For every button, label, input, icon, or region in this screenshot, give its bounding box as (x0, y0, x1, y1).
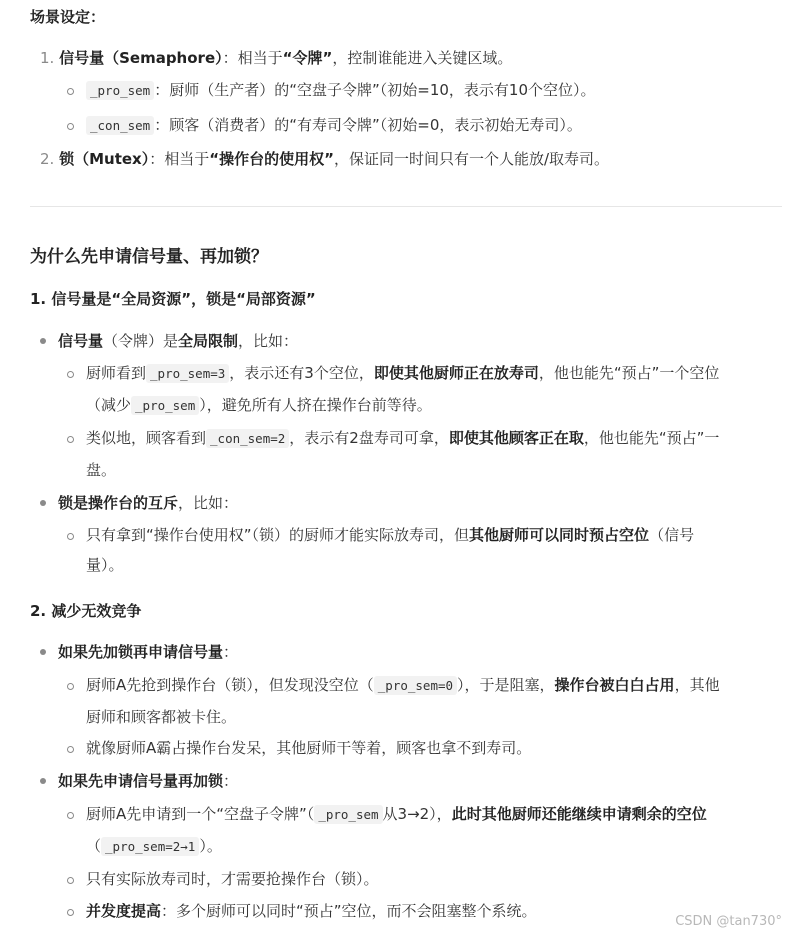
bullet-disc (40, 500, 46, 506)
list-item-continued (86, 395, 432, 416)
text: （ (86, 837, 102, 855)
text: ：厨师（生产者）的“空盘子令牌”（初始=10，表示有10个空位）。 (154, 81, 596, 99)
list-item (40, 48, 512, 68)
text: 并发度提高 (86, 902, 162, 920)
bullet-circle (67, 436, 74, 443)
text: 全局限制 (178, 332, 239, 350)
text: ，其他 (674, 676, 720, 694)
list-item: 就像厨师A霸占操作台发呆，其他厨师干等着，顾客也拿不到寿司。 (86, 739, 532, 757)
list-number: 1. (40, 49, 55, 67)
text: ：顾客（消费者）的“有寿司令牌”（初始=0，表示初始无寿司）。 (154, 116, 582, 134)
text: ，表示还有3个空位， (229, 364, 374, 382)
text: ），于是阻塞， (457, 676, 555, 694)
bullet-circle (67, 909, 74, 916)
token-term: “令牌” (282, 49, 333, 67)
text: ，他也能先“预占”一 (583, 429, 720, 447)
list-item (86, 675, 720, 696)
list-item (58, 771, 238, 791)
text: （信号 (649, 526, 695, 544)
text: 厨师A先申请到一个“空盘子令牌”（ (86, 805, 315, 823)
list-item (58, 331, 298, 351)
bullet-circle (67, 746, 74, 753)
text: ：相当于 (222, 49, 283, 67)
text: ： (223, 772, 239, 790)
text: 锁是操作台的互斥 (58, 494, 179, 512)
text: 类似地，顾客看到 (86, 429, 207, 447)
bullet-circle (67, 812, 74, 819)
bullet-circle (67, 877, 74, 884)
text: ，保证同一时间只有一个人能放/取寿司。 (333, 150, 610, 168)
bullet-disc (40, 338, 46, 344)
bullet-circle (67, 371, 74, 378)
csdn-watermark: CSDN @tan730° (675, 914, 782, 929)
text: ：相当于 (149, 150, 210, 168)
code-inline: _pro_sem=3 (146, 364, 229, 383)
code-pro-sem: _pro_sem (86, 81, 154, 100)
text: ），避免所有人挤在操作台前等待。 (199, 396, 432, 414)
text: ，控制谁能进入关键区域。 (332, 49, 513, 67)
text: 如果先加锁再申请信号量 (58, 643, 224, 661)
subsection-title-1: 1. 信号量是“全局资源”，锁是“局部资源” (30, 290, 316, 308)
text: 即使其他厨师正在放寿司 (373, 364, 539, 382)
usage-right-term: “操作台的使用权” (209, 150, 334, 168)
list-item-continued (86, 836, 222, 857)
bullet-circle (67, 88, 74, 95)
text: 从3→2）， (382, 805, 452, 823)
text: 其他厨师可以同时预占空位 (469, 526, 650, 544)
list-item (86, 901, 537, 921)
list-item: 只有实际放寿司时，才需要抢操作台（锁）。 (86, 870, 379, 888)
text: ，比如： (178, 494, 239, 512)
semaphore-term: 信号量（Semaphore） (59, 49, 223, 67)
list-item-continued: 盘。 (86, 461, 117, 479)
bullet-circle (67, 533, 74, 540)
divider (30, 206, 782, 207)
text: ，表示有2盘寿司可拿， (289, 429, 449, 447)
text: ： (223, 643, 239, 661)
subsection-title-2: 2. 减少无效竞争 (30, 602, 142, 620)
text: ）。 (199, 837, 222, 855)
list-item (40, 149, 609, 169)
list-item (86, 804, 707, 825)
text: 信号量 (58, 332, 104, 350)
text: （令牌）是 (103, 332, 179, 350)
list-item-continued: 量）。 (86, 556, 124, 574)
list-item (86, 525, 694, 545)
code-inline: _pro_sem=0 (374, 676, 457, 695)
list-item (86, 80, 596, 101)
list-item (58, 642, 238, 662)
text: 只有拿到“操作台使用权”（锁）的厨师才能实际放寿司，但 (86, 526, 470, 544)
list-item (86, 428, 719, 449)
list-item (58, 493, 238, 513)
list-number: 2. (40, 150, 55, 168)
section-title-scene: 场景设定： (30, 8, 106, 26)
text: 厨师A先抢到操作台（锁），但发现没空位（ (86, 676, 374, 694)
list-item (86, 363, 719, 384)
code-inline: _pro_sem (131, 396, 199, 415)
code-con-sem: _con_sem (86, 116, 154, 135)
bullet-disc (40, 649, 46, 655)
text: 此时其他厨师还能继续申请剩余的空位 (451, 805, 707, 823)
mutex-term: 锁（Mutex） (59, 150, 150, 168)
text: ：多个厨师可以同时“预占”空位，而不会阻塞整个系统。 (161, 902, 537, 920)
text: 即使其他顾客正在取 (448, 429, 584, 447)
bullet-circle (67, 123, 74, 130)
text: ，他也能先“预占”一个空位 (538, 364, 720, 382)
text: 操作台被白白占用 (554, 676, 675, 694)
list-item (86, 115, 582, 136)
bullet-disc (40, 778, 46, 784)
code-inline: _con_sem=2 (206, 429, 289, 448)
text: 厨师看到 (86, 364, 147, 382)
bullet-circle (67, 683, 74, 690)
code-inline: _pro_sem (314, 805, 382, 824)
text: ，比如： (238, 332, 299, 350)
list-item-continued: 厨师和顾客都被卡住。 (86, 708, 237, 726)
code-inline: _pro_sem=2→1 (101, 837, 199, 856)
text: 如果先申请信号量再加锁 (58, 772, 224, 790)
section-title-why: 为什么先申请信号量、再加锁？ (30, 247, 268, 267)
text: （减少 (86, 396, 132, 414)
